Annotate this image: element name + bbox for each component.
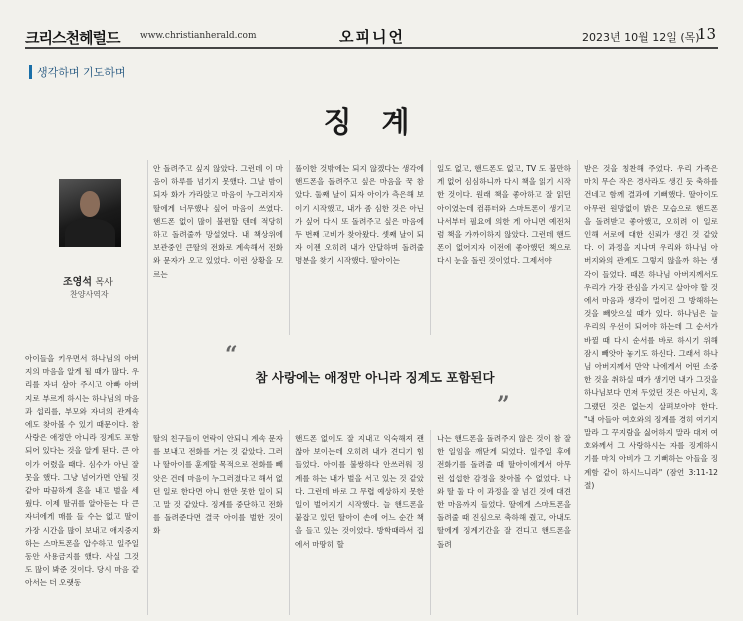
close-quote-mark: ” <box>497 392 510 418</box>
article-column-3-top: 풀이한 것밖에는 되지 않겠다는 생각에 핸드폰을 돌려주고 싶은 마음을 꾹 참았다. 둘째 날이 되자 아이가 측은해 보이기 시작했고, 내가 좀 심한 것은 아닌가 싶어 다시 또 돌려주고 싶은 마음에 두 번째 고비가 찾아왔다. 셋째 날이 되자 이젠 오히려 내가 안달하며 돌려줄 명분을 찾기 시작했다. 딸아이는 <box>295 164 424 266</box>
author-name <box>63 273 113 288</box>
article-column-4-bottom: 나는 핸드폰을 돌려주지 않은 것이 참 잘한 일임을 깨닫게 되었다. 일주일 후에 전화기를 돌려줄 때 딸아이에게서 아무런 섭섭한 감정을 찾아볼 수 없었다. 나와 딸 둘 다 이 과정을 잘 넘긴 것에 대견한 마음까지 들었다. 딸에게 스마트폰을 돌려줄 때 진심으로 축하해 줬고, 아내도 딸에게 징계기간을 잘 견디고 핸드폰을 돌려 <box>437 434 571 549</box>
author-name-text: 조영석 <box>63 277 92 288</box>
column-divider <box>430 160 431 335</box>
publication-name: 크리스천헤럴드 <box>25 29 120 47</box>
pull-quote-text: 참 사랑에는 애정만 아니라 징계도 포함된다 <box>255 370 495 385</box>
page-number: 13 <box>697 25 717 43</box>
article-column-4-top: 일도 없고, 핸드폰도 없고, TV 도 불만하게 없어 심심하니까 다시 책을 읽기 시작한 것이다. 원래 책을 좋아하고 잘 읽던 아이였는데 컴퓨터와 스마트폰이 생기고 나서부터 필요에 의한 게 아니면 예전처럼 책을 가까이하지 않았다. 그런데 핸드폰이 없어지자 이전에 좋아했던 책으로 다시 눈을 돌린 것이었다. 그제서야 <box>437 164 571 266</box>
article-column-2-top: 안 돌려주고 싶지 않았다. 그런데 이 마음이 하루를 넘기지 못했다. 그날 밤이 되자 화가 가라앉고 마음이 누그러지자 딸에게 너무했나 싶어 마음이 쓰였다. 핸드폰 없이 많이 불편할 텐데 적당히 하고 돌려줄까 망설였다. 내 책상위에 보관중인 큰딸의 전화로 계속해서 전화와 문자가 오고 있었다. 이런 상황을 모르는 <box>153 164 283 279</box>
header-rule <box>25 47 718 49</box>
author-photo <box>59 179 121 247</box>
section-name: 오피니언 <box>339 28 405 46</box>
author-role: 찬양사역자 <box>70 290 109 299</box>
author-face <box>80 191 100 217</box>
open-quote-mark: “ <box>225 342 238 368</box>
article-column-3-bottom: 핸드폰 없이도 잘 지내고 익숙해져 괜찮아 보이는데 오히려 내가 견디기 힘들었다. 아이를 불쌍하다 안쓰러워 징계를 하는 내가 벌을 서고 있는 것 같았다. 그런데 바로 그 무렵 예상하지 못한 일이 벌어지기 시작했다. 늘 핸드폰을 붙잡고 있던 딸아이 손에 어느 순간 책을 들고 있는 것이었다. 방학때라서 집에서 마땅히 할 <box>295 434 424 549</box>
page-header <box>0 0 743 46</box>
column-divider <box>289 160 290 335</box>
author-shoulders <box>65 219 115 247</box>
column-name: 생각하며 기도하며 <box>37 66 126 79</box>
column-marker <box>29 65 32 79</box>
article-title: 징 계 <box>323 105 420 139</box>
column-divider <box>430 430 431 615</box>
issue-date: 2023년 10월 12일 (목) <box>582 31 700 44</box>
article-column-5: 받은 것을 칭찬해 주었다. 우리 가족은 마치 무슨 작은 경사라도 생긴 듯 축하를 건네고 함께 결과에 기뻐했다. 딸아이도 아무런 원망없이 밝은 모습으로 핸드폰을 돌려받고 좋아했고, 오히려 이 일로 인해 서로에 대한 신뢰가 생긴 것 같았다. 이 과정을 지나며 우리와 하나님 아버지와의 관계도 그렇지 않을까 하는 생각이 들었다. 때론 하나님 아버지께서도 우리가 가장 관심을 가지고 살아야 할 것에서 마음과 생각이 멀어진 그 방해하는 것을 빼앗으실 때가 있다. 하나님은 늘 우리의 우선이 되어야 하는데 그 순서가 바뀔 때 다시 순서를 바로 하시기 위해 잠시 빼앗아 놓기도 하신다. 그래서 하나님 아버지께서 만약 나에게서 어떤 소중한 것을 취하실 때가 생기면 내가 그것을 하나님보다 먼저 두었던 것은 아닌지, 혹 그랬던 것은 없는지 살펴보아야 한다. "내 아들아 여호와의 징계를 경히 여기지 말라 그 꾸지람을 싫어하지 말라 대저 여호와께서 그 사랑하시는 자를 징계하시기를 마치 아비가 그 기뻐하는 아들을 징계함 같이 하시느니라" (잠언 3:11-12절) <box>584 164 718 490</box>
column-divider <box>147 160 148 615</box>
pull-quote <box>160 342 590 424</box>
article-column-2-bottom: 딸의 친구들이 연락이 안되니 계속 문자를 보내고 전화를 거는 것 같았다. 그러나 딸아이를 훈계할 목적으로 전화를 빼앗은 건데 마음이 누그러졌다고 해서 없던 일로 한다면 아니 한만 못한 일이 되고 말 것 같았다. 징계를 중단하고 전화를 돌려준다면 결국 아이를 벌한 것이 화 <box>153 434 283 536</box>
article-column-1: 아이들을 키우면서 하나님의 아버지의 마음을 알게 될 때가 많다. 우리를 자녀 삼아 주시고 아빠 아버지로 부르게 하시는 하나님의 마음과 섭리를, 부모와 자녀의 관계속에도 찾아볼 수 있기 때문이다. 참 사랑은 애정만 아니라 징계도 포함되어 있다는 것을 알게 된다. 큰 아이가 어렸을 때다. 심수가 아닌 잘못을 했다. 그냥 넘어가면 안될 것 같아 따끔하게 혼을 내고 벌을 세웠다. 이제 딸귀를 알아듣는 다 큰 자녀에게 매를 들 수는 없고 딸이 가장 시간을 많이 보내고 애지중지하는 스마트폰을 압수하고 일주일동안 사용금지를 했다. 사실 그것도 많이 봐준 것이다. 당시 마음 같아서는 더 오랫동 <box>25 354 139 588</box>
publication-url[interactable]: www.christianherald.com <box>140 31 257 41</box>
column-divider <box>289 430 290 615</box>
author-title: 목사 <box>95 278 113 288</box>
